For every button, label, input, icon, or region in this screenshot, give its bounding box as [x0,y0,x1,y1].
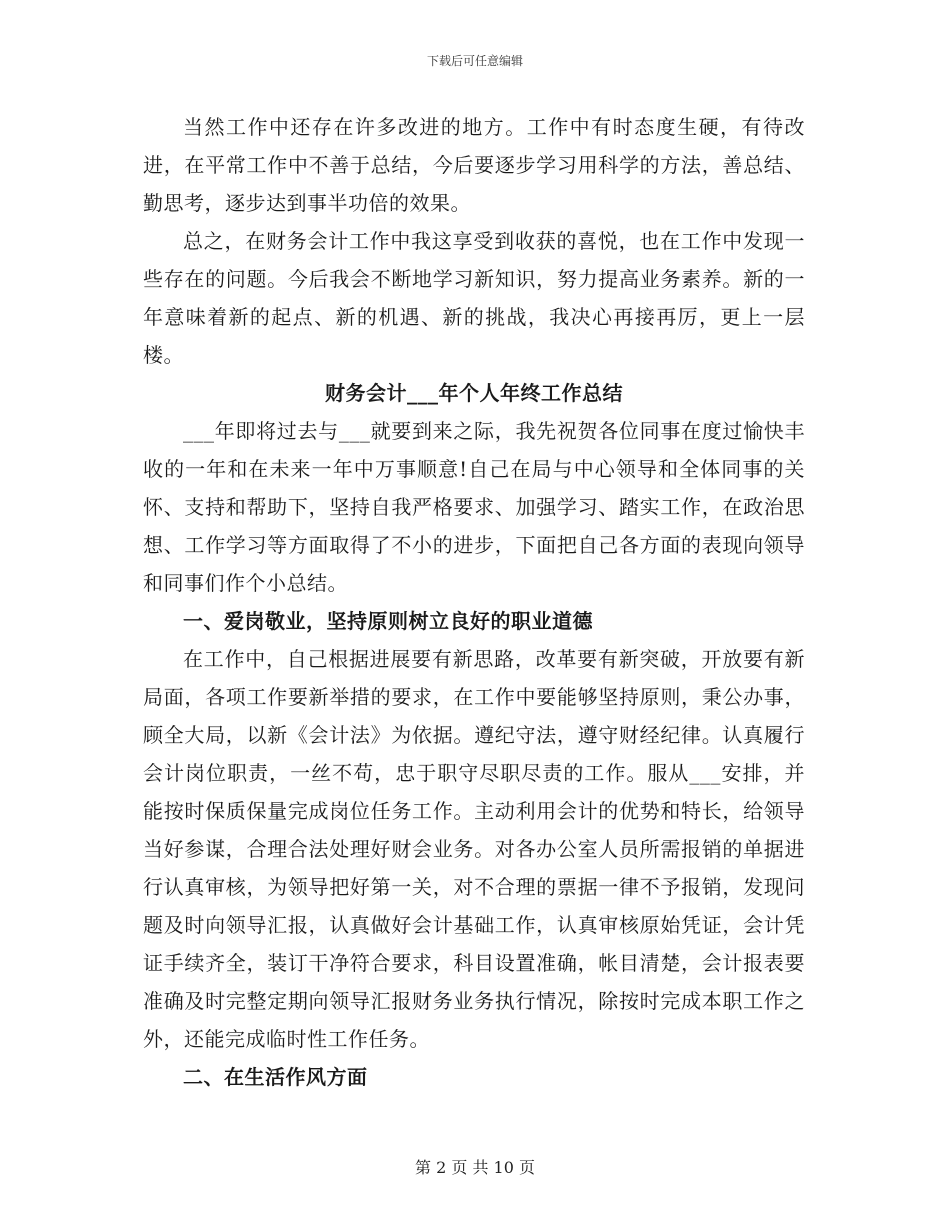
paragraph-intro: ___年即将过去与___就要到来之际，我先祝贺各位同事在度过愉快丰收的一年和在未来一年中万事顺意!自己在局与中心领导和全体同事的关怀、支持和帮助下，坚持自我严格要求、加强学习、踏实工作，在政治思想、工作学习等方面取得了不小的进步，下面把自己各方面的表现向领导和同事们作个小总结。 [143,419,805,595]
page-footer: 第 2 页 共 10 页 [415,1158,535,1177]
paragraph-conclusion: 总之，在财务会计工作中我这享受到收获的喜悦，也在工作中发现一些存在的问题。今后我会不断地学习新知识，努力提高业务素养。新的一年意味着新的起点、新的机遇、新的挑战，我决心再接再厉，更上一层楼。 [143,229,805,367]
paragraph-section-1: 在工作中，自己根据进展要有新思路，改革要有新突破，开放要有新局面，各项工作要新举措的要求，在工作中要能够坚持原则，秉公办事，顾全大局，以新《会计法》为依据。遵纪守法，遵守财经纪律。认真履行会计岗位职责，一丝不苟，忠于职守尽职尽责的工作。服从___安排，并能按时保质保量完成岗位任务工作。主动利用会计的优势和特长，给领导当好参谋，合理合法处理好财会业务。对各办公室人员所需报销的单据进行认真审核，为领导把好第一关，对不合理的票据一律不予报销，发现问题及时向领导汇报，认真做好会计基础工作，认真审核原始凭证，会计凭证手续齐全，装订干净符合要求，科目设置准确，帐目清楚，会计报表要准确及时完整定期向领导汇报财务业务执行情况，除按时完成本职工作之外，还能完成临时性工作任务。 [143,647,805,1051]
section-heading-2: 二、在生活作风方面 [183,1065,368,1089]
page-header: 下载后可任意编辑 [426,54,523,68]
document-body [143,108,805,1096]
section-heading-1: 一、爱岗敬业，坚持原则树立良好的职业道德 [183,609,593,633]
document-title: 财务会计___年个人年终工作总结 [325,381,623,405]
paragraph-improvement: 当然工作中还存在许多改进的地方。工作中有时态度生硬，有待改进，在平常工作中不善于总结，今后要逐步学习用科学的方法，善总结、勤思考，逐步达到事半功倍的效果。 [143,115,805,215]
